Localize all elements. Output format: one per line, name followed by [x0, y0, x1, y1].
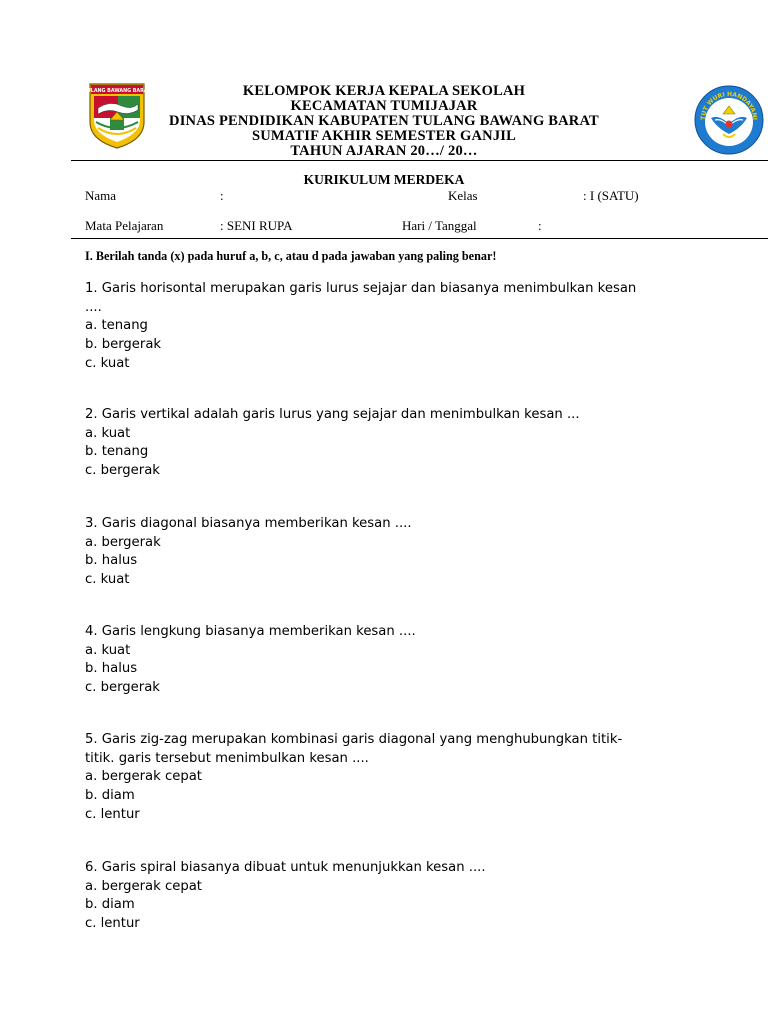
info-divider — [71, 238, 768, 239]
header-line-school-year: TAHUN AJARAN 20…/ 20… — [290, 143, 478, 159]
instruction-text: I. Berilah tanda (x) pada huruf a, b, c, atau d pada jawaban yang paling benar! — [85, 249, 497, 263]
question-6-option-a[interactable]: a. bergerak cepat — [85, 878, 202, 894]
question-5-text: 5. Garis zig-zag merupakan kombinasi garis diagonal yang menghubungkan titik- — [85, 732, 623, 747]
question-1-option-b[interactable]: b. bergerak — [85, 337, 162, 353]
document-header — [0, 0, 768, 160]
question-6-option-b[interactable]: b. diam — [85, 897, 135, 913]
question-5-option-c[interactable]: c. lentur — [85, 806, 140, 822]
question-1-text-cont: .... — [85, 299, 102, 315]
question-5-option-b[interactable]: b. diam — [85, 788, 135, 804]
header-line-kecamatan: KECAMATAN TUMIJAJAR — [290, 98, 478, 114]
question-4-option-a[interactable]: a. kuat — [85, 642, 131, 658]
nama-value-field[interactable]: : — [220, 188, 224, 203]
header-divider — [71, 160, 768, 161]
question-3-text: 3. Garis diagonal biasanya memberikan kesan .... — [85, 516, 412, 531]
question-2-option-b[interactable]: b. tenang — [85, 444, 149, 460]
question-4-option-b[interactable]: b. halus — [85, 661, 138, 677]
mapel-label: Mata Pelajaran — [85, 218, 164, 233]
question-6 — [85, 859, 685, 934]
mapel-value: : SENI RUPA — [220, 218, 293, 233]
svg-text:TULANG BAWANG BARAT: TULANG BAWANG BARAT — [83, 89, 151, 94]
kelas-label: Kelas — [448, 188, 478, 203]
question-2-text: 2. Garis vertikal adalah garis lurus yang sejajar dan menimbulkan kesan ... — [85, 407, 580, 422]
question-3-option-c[interactable]: c. kuat — [85, 572, 130, 588]
question-1-option-c[interactable]: c. kuat — [85, 355, 130, 371]
question-4-option-c[interactable]: c. bergerak — [85, 680, 160, 696]
question-5 — [85, 731, 685, 825]
question-1 — [85, 280, 685, 374]
question-3 — [85, 515, 685, 590]
question-3-option-b[interactable]: b. halus — [85, 553, 138, 569]
tut-wuri-handayani-logo — [693, 84, 765, 156]
question-1-option-a[interactable]: a. tenang — [85, 318, 148, 334]
question-3-option-a[interactable]: a. bergerak — [85, 534, 161, 550]
question-2-option-a[interactable]: a. kuat — [85, 425, 131, 441]
question-4 — [85, 623, 685, 698]
curriculum-title: KURIKULUM MERDEKA — [303, 172, 465, 187]
question-6-option-c[interactable]: c. lentur — [85, 916, 140, 932]
hari-tanggal-value-field[interactable]: : — [538, 218, 542, 233]
question-4-text: 4. Garis lengkung biasanya memberikan kesan .... — [85, 624, 416, 639]
nama-label: Nama — [85, 188, 117, 203]
header-line-dinas: DINAS PENDIDIKAN KABUPATEN TULANG BAWANG BARAT — [169, 113, 599, 129]
question-2 — [85, 406, 685, 481]
question-6-text: 6. Garis spiral biasanya dibuat untuk menunjukkan kesan .... — [85, 860, 486, 875]
svg-text:TUT WURI HANDAYANI: TUT WURI HANDAYANI — [699, 90, 759, 121]
question-5-text-cont: titik. garis tersebut menimbulkan kesan .... — [85, 750, 369, 766]
question-2-option-c[interactable]: c. bergerak — [85, 463, 160, 479]
question-5-option-a[interactable]: a. bergerak cepat — [85, 769, 202, 785]
header-line-kkks: KELOMPOK KERJA KEPALA SEKOLAH — [242, 83, 526, 99]
question-1-text: 1. Garis horisontal merupakan garis lurus sejajar dan biasanya menimbulkan kesan — [85, 281, 637, 296]
kelas-value: : I (SATU) — [583, 188, 639, 203]
hari-tanggal-label: Hari / Tanggal — [402, 218, 477, 233]
header-line-exam: SUMATIF AKHIR SEMESTER GANJIL — [251, 128, 517, 144]
